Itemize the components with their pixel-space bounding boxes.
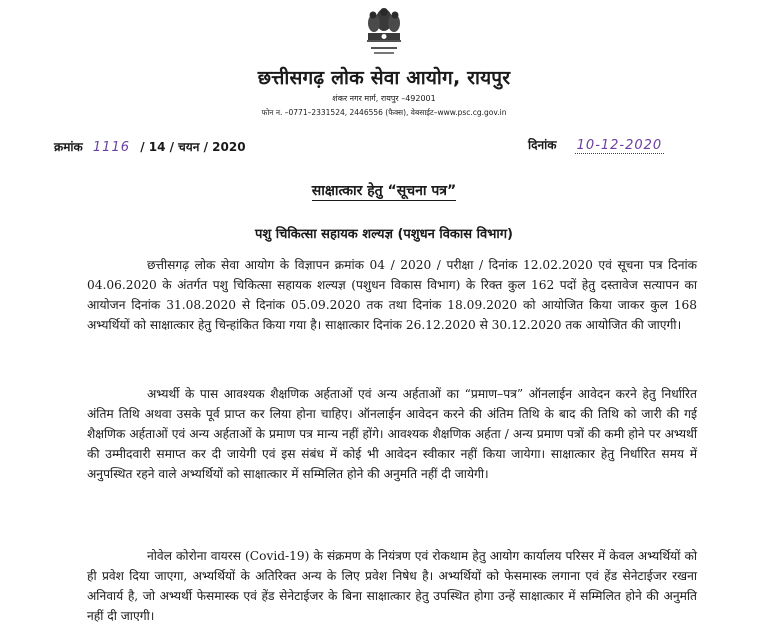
reference-number: क्रमांक 1116 / 14 / चयन / 2020 <box>54 140 246 155</box>
paragraph: नोवेल कोरोना वायरस (Covid-19) के संक्रमण के नियंत्रण एवं रोकथाम हेतु आयोग कार्यालय परिसर में केवल अभ्यर्थियों को ही प्रवेश दिया जाएगा, अभ्यर्थियों के अतिरिक्त अन्य के लिए प्रवेश निषेध है। अभ्यर्थियों को फेसमास्क लगाना एवं हेंड सेनेटाईजर रखना अनिवार्य है, जो अभ्यर्थी फेसमास्क एवं हेंड सेनेटाईजर के बिना साक्षात्कार हेतु उपस्थित होगा उन्हें साक्षात्कार में सम्मिलित होने की अनुमति नहीं दी जाएगी। <box>87 549 697 624</box>
post-name: पशु चिकित्सा सहायक शल्यज्ञ (पशुधन विकास विभाग) <box>255 227 513 242</box>
handwritten-number: 1116 <box>92 140 130 155</box>
org-name: छत्तीसगढ़ लोक सेवा आयोग, रायपुर <box>257 67 511 89</box>
org-address: शंकर नगर मार्ग, रायपुर –492001 <box>332 94 436 103</box>
state-emblem-icon <box>363 4 405 62</box>
paragraph: छत्तीसगढ़ लोक सेवा आयोग के विज्ञापन क्रमांक 04 / 2020 / परीक्षा / दिनांक 12.02.2020 एवं सूचना पत्र दिनांक 04.06.2020 के अंतर्गत पशु चिकित्सा सहायक शल्यज्ञ (पशुधन विकास विभाग) के रिक्त कुल 162 पदों हेतु दस्तावेज सत्यापन का आयोजन दिनांक 31.08.2020 से दिनांक 05.09.2020 तक तथा दिनांक 18.09.2020 को आयोजित किया जाकर कुल 168 अभ्यर्थियों को साक्षात्कार हेतु चिन्हांकित किया गया है। साक्षात्कार दिनांक 26.12.2020 से 30.12.2020 तक आयोजित की जाएगी। <box>87 258 697 333</box>
org-contact: फोन न. –0771–2331524, 2446556 (फैक्स), वेबसाईट–www.psc.cg.gov.in <box>261 108 507 117</box>
notice-title: साक्षात्कार हेतु “सूचना पत्र” <box>311 183 457 199</box>
issue-date: दिनांक 10-12-2020 <box>528 138 663 153</box>
handwritten-date: 10-12-2020 <box>576 138 663 153</box>
paragraph: अभ्यर्थी के पास आवश्यक शैक्षणिक अर्हताओं एवं अन्य अर्हताओं का “प्रमाण–पत्र” ऑनलाईन आवेदन करने हेतु निर्धारित अंतिम तिथि अथवा उसके पूर्व प्राप्त कर लिया होना चाहिए। ऑनलाईन आवेदन करने की अंतिम तिथि के बाद की तिथि को जारी की गई शैक्षणिक अर्हताओं एवं अन्य अर्हताओं के प्रमाण पत्र मान्य नहीं होंगे। आवश्यक शैक्षणिक अर्हता / अन्य प्रमाण पत्रों की कमी होने पर अभ्यर्थी की उम्मीदवारी समाप्त कर दी जायेगी एवं इस संबंध में कोई भी आवेदन स्वीकार नहीं किया जायेगा। साक्षात्कार हेतु निर्धारित समय में अनुपस्थित रहने वाले अभ्यर्थियों को साक्षात्कार में सम्मिलित होने की अनुमति नहीं दी जायेगी। <box>87 387 697 482</box>
